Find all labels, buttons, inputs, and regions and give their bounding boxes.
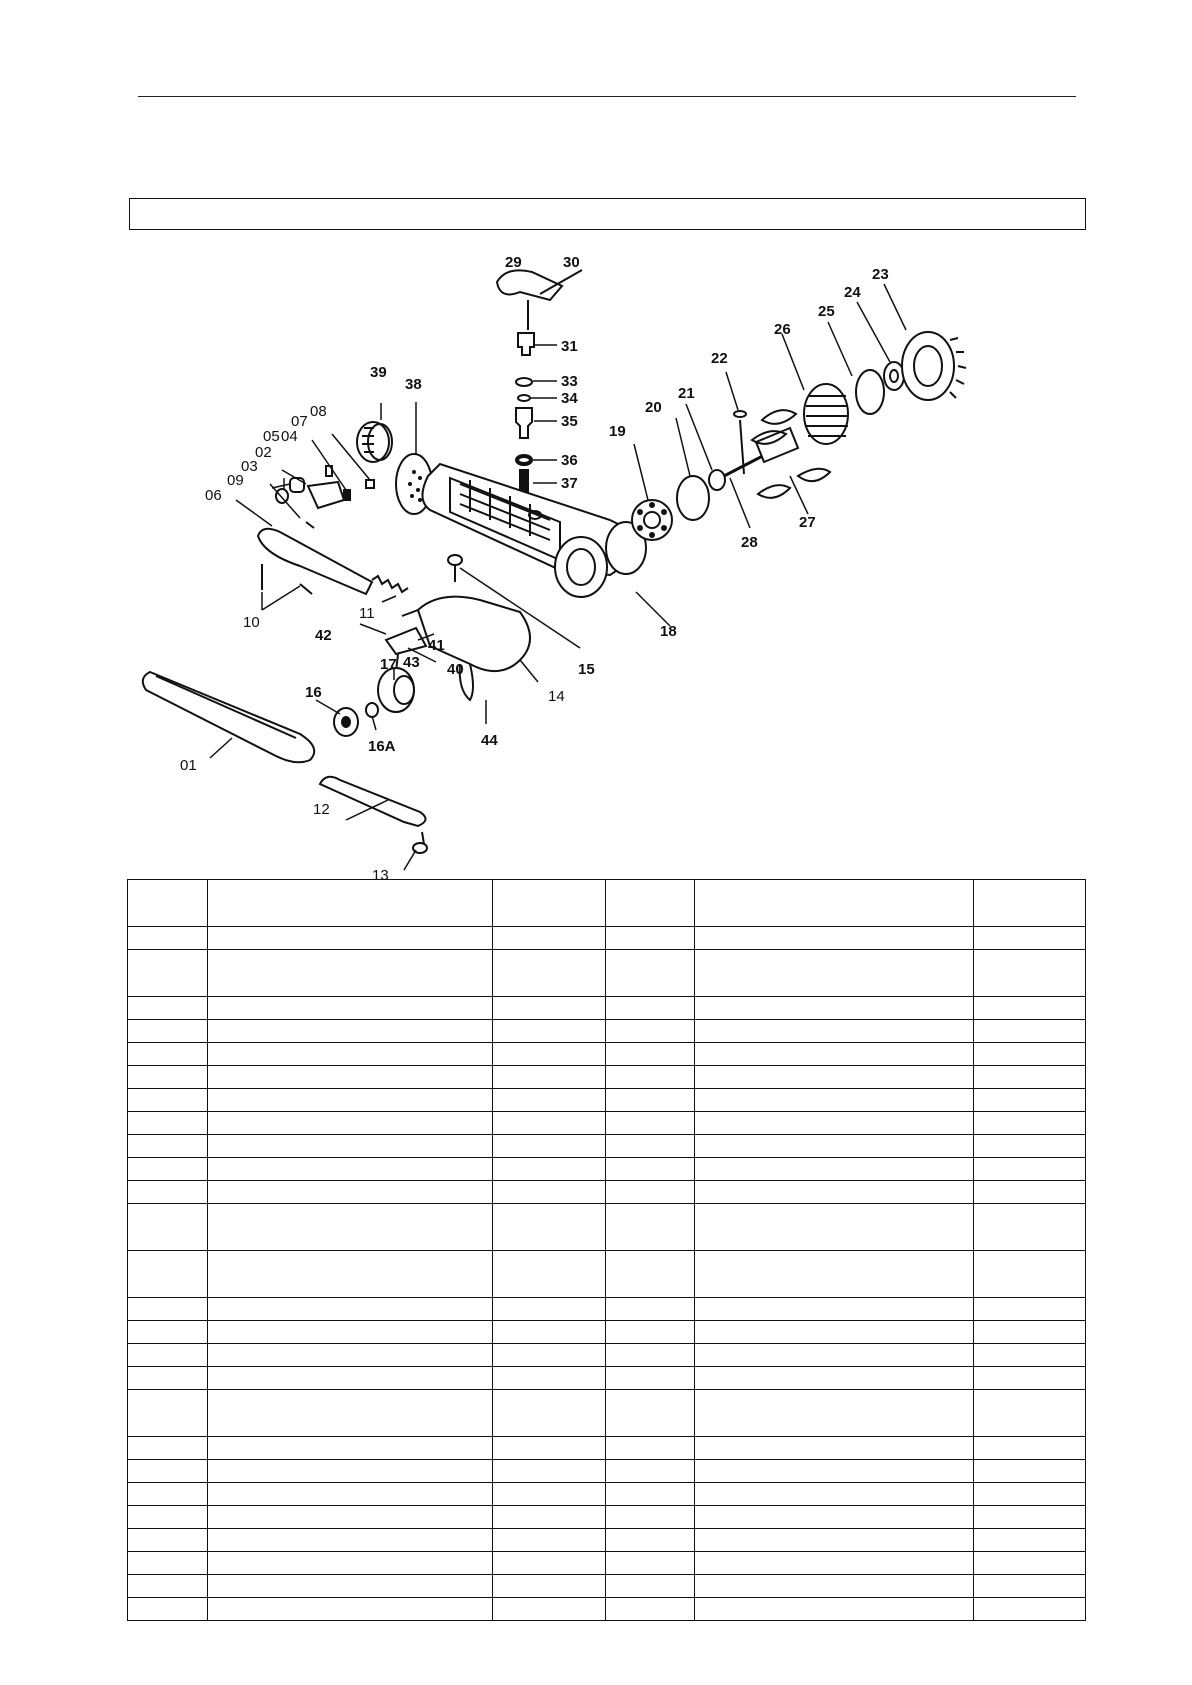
table-cell: [493, 1321, 606, 1344]
callout-34: 34: [561, 390, 578, 407]
table-cell: [208, 1204, 493, 1251]
table-cell: [695, 1066, 974, 1089]
table-header-row: [128, 880, 1086, 927]
callout-03: 03: [241, 458, 258, 475]
table-row: [128, 1043, 1086, 1066]
callout-16A: 16A: [368, 738, 396, 755]
part-rotor: [724, 420, 798, 476]
table-cell: [493, 1112, 606, 1135]
table-row: [128, 1251, 1086, 1298]
table-cell: [493, 1344, 606, 1367]
table-cell: [128, 1483, 208, 1506]
table-cell: [974, 1158, 1086, 1181]
table-cell: [128, 1575, 208, 1598]
table-cell: [695, 1390, 974, 1437]
table-row: [128, 1066, 1086, 1089]
table-row: [128, 1437, 1086, 1460]
table-cell: [493, 1251, 606, 1298]
part-25: [856, 370, 884, 414]
callout-28: 28: [741, 534, 758, 551]
callout-14: 14: [548, 688, 565, 705]
table-cell: [974, 1321, 1086, 1344]
table-cell: [695, 1437, 974, 1460]
table-cell: [493, 1598, 606, 1621]
table-cell: [208, 1437, 493, 1460]
table-cell: [128, 1344, 208, 1367]
callout-43: 43: [403, 654, 420, 671]
table-cell: [208, 1181, 493, 1204]
table-cell: [208, 1575, 493, 1598]
table-cell: [493, 950, 606, 997]
table-cell: [606, 1483, 695, 1506]
table-cell: [695, 1158, 974, 1181]
table-cell: [208, 1460, 493, 1483]
table-row: [128, 1135, 1086, 1158]
table-cell: [493, 1390, 606, 1437]
table-cell: [974, 1437, 1086, 1460]
callout-27: 27: [799, 514, 816, 531]
table-cell: [606, 1344, 695, 1367]
callout-30: 30: [563, 254, 580, 271]
table-row: [128, 1181, 1086, 1204]
callout-26: 26: [774, 321, 791, 338]
table-cell: [208, 997, 493, 1020]
table-cell: [208, 1112, 493, 1135]
table-cell: [128, 950, 208, 997]
table-cell: [128, 1181, 208, 1204]
part-39: [357, 422, 392, 462]
callout-19: 19: [609, 423, 626, 440]
table-cell: [974, 1460, 1086, 1483]
table-cell: [606, 1089, 695, 1112]
table-cell: [208, 1043, 493, 1066]
table-cell: [606, 1321, 695, 1344]
table-row: [128, 1506, 1086, 1529]
table-cell: [695, 1575, 974, 1598]
table-cell: [974, 1112, 1086, 1135]
table-cell: [695, 1135, 974, 1158]
part-13: [413, 832, 427, 853]
table-cell: [493, 927, 606, 950]
table-cell: [128, 1204, 208, 1251]
table-cell: [208, 1089, 493, 1112]
table-row: [128, 1529, 1086, 1552]
table-cell: [974, 1529, 1086, 1552]
part-valve-stack: [516, 333, 534, 492]
table-cell: [208, 1529, 493, 1552]
callout-36: 36: [561, 452, 578, 469]
table-cell: [128, 1529, 208, 1552]
table-row: [128, 1367, 1086, 1390]
table-cell: [974, 1483, 1086, 1506]
table-cell: [606, 1575, 695, 1598]
part-16: [334, 703, 378, 736]
table-cell: [208, 1598, 493, 1621]
table-row: [128, 1460, 1086, 1483]
table-cell: [974, 1135, 1086, 1158]
table-row: [128, 1089, 1086, 1112]
table-cell: [208, 1066, 493, 1089]
table-cell: [128, 997, 208, 1020]
part-24: [884, 362, 904, 390]
table-cell: [974, 1066, 1086, 1089]
table-cell: [695, 997, 974, 1020]
part-lever: [497, 270, 582, 330]
callout-18: 18: [660, 623, 677, 640]
table-cell: [128, 1321, 208, 1344]
table-cell: [208, 1552, 493, 1575]
table-cell: [208, 927, 493, 950]
callout-10: 10: [243, 614, 260, 631]
table-cell: [128, 927, 208, 950]
table-cell: [606, 1181, 695, 1204]
callout-35: 35: [561, 413, 578, 430]
table-cell: [695, 1598, 974, 1621]
table-cell: [606, 1529, 695, 1552]
table-cell: [974, 1506, 1086, 1529]
table-row: [128, 1020, 1086, 1043]
callout-40: 40: [447, 661, 464, 678]
callout-16: 16: [305, 684, 322, 701]
table-cell: [208, 1321, 493, 1344]
table-cell: [974, 1181, 1086, 1204]
table-cell: [128, 1135, 208, 1158]
table-cell: [493, 1575, 606, 1598]
table-cell: [128, 1552, 208, 1575]
table-cell: [606, 1390, 695, 1437]
table-cell: [606, 880, 695, 927]
callout-41: 41: [428, 637, 445, 654]
table-cell: [493, 1135, 606, 1158]
part-23: [902, 332, 966, 400]
table-cell: [493, 1043, 606, 1066]
table-row: [128, 997, 1086, 1020]
table-cell: [974, 880, 1086, 927]
part-17: [378, 668, 414, 712]
callout-25: 25: [818, 303, 835, 320]
table-cell: [695, 1251, 974, 1298]
table-cell: [974, 1390, 1086, 1437]
callout-44: 44: [481, 732, 498, 749]
callout-15: 15: [578, 661, 595, 678]
table-cell: [493, 1066, 606, 1089]
table-cell: [695, 1043, 974, 1066]
table-cell: [695, 1181, 974, 1204]
table-row: [128, 1112, 1086, 1135]
table-cell: [493, 1089, 606, 1112]
table-cell: [606, 1135, 695, 1158]
table-cell: [606, 1598, 695, 1621]
table-row: [128, 1298, 1086, 1321]
table-cell: [695, 1112, 974, 1135]
table-cell: [974, 1251, 1086, 1298]
table-cell: [974, 1298, 1086, 1321]
table-cell: [128, 1506, 208, 1529]
table-cell: [695, 927, 974, 950]
table-row: [128, 1344, 1086, 1367]
table-cell: [128, 1598, 208, 1621]
table-cell: [128, 1298, 208, 1321]
table-cell: [493, 1204, 606, 1251]
table-cell: [974, 1020, 1086, 1043]
callout-09: 09: [227, 472, 244, 489]
table-row: [128, 1204, 1086, 1251]
table-cell: [208, 1020, 493, 1043]
table-cell: [606, 1043, 695, 1066]
table-cell: [695, 1460, 974, 1483]
callout-13: 13: [372, 867, 389, 884]
table-cell: [695, 1204, 974, 1251]
callout-01: 01: [180, 757, 197, 774]
table-cell: [208, 1506, 493, 1529]
table-cell: [974, 1552, 1086, 1575]
table-row: [128, 950, 1086, 997]
table-cell: [128, 880, 208, 927]
callout-08: 08: [310, 403, 327, 420]
table-cell: [974, 1043, 1086, 1066]
callout-37: 37: [561, 475, 578, 492]
table-cell: [208, 1367, 493, 1390]
table-cell: [606, 1251, 695, 1298]
callout-20: 20: [645, 399, 662, 416]
callout-42: 42: [315, 627, 332, 644]
table-cell: [128, 1158, 208, 1181]
table-row: [128, 1598, 1086, 1621]
callout-12: 12: [313, 801, 330, 818]
table-cell: [606, 1020, 695, 1043]
table-cell: [208, 1483, 493, 1506]
table-row: [128, 1390, 1086, 1437]
table-cell: [128, 1251, 208, 1298]
callout-31: 31: [561, 338, 578, 355]
callout-21: 21: [678, 385, 695, 402]
part-01-belt: [143, 672, 314, 762]
table-cell: [606, 1112, 695, 1135]
part-11: [372, 576, 408, 592]
table-cell: [128, 1043, 208, 1066]
table-cell: [606, 1506, 695, 1529]
table-cell: [208, 1135, 493, 1158]
table-cell: [606, 1298, 695, 1321]
part-06: [258, 529, 372, 594]
table-cell: [128, 1390, 208, 1437]
callout-05: 05: [263, 428, 280, 445]
callout-24: 24: [844, 284, 861, 301]
table-cell: [208, 950, 493, 997]
table-cell: [128, 1437, 208, 1460]
table-cell: [695, 1089, 974, 1112]
part-19: [632, 500, 672, 540]
table-cell: [695, 1506, 974, 1529]
table-cell: [974, 1367, 1086, 1390]
table-cell: [493, 1020, 606, 1043]
table-cell: [974, 1089, 1086, 1112]
parts-table: [127, 879, 1086, 1621]
table-cell: [493, 1483, 606, 1506]
callout-11: 11: [359, 605, 375, 622]
table-cell: [695, 1020, 974, 1043]
part-20: [677, 476, 709, 520]
table-cell: [974, 997, 1086, 1020]
table-cell: [208, 1390, 493, 1437]
callout-23: 23: [872, 266, 889, 283]
table-row: [128, 927, 1086, 950]
callout-17: 17: [380, 656, 397, 673]
table-cell: [493, 997, 606, 1020]
callout-02: 02: [255, 444, 272, 461]
part-26: [804, 384, 848, 444]
table-cell: [208, 880, 493, 927]
table-cell: [974, 1344, 1086, 1367]
table-cell: [493, 1506, 606, 1529]
table-cell: [695, 1483, 974, 1506]
table-cell: [208, 1298, 493, 1321]
table-cell: [695, 880, 974, 927]
callout-39: 39: [370, 364, 387, 381]
table-cell: [606, 1066, 695, 1089]
table-cell: [606, 927, 695, 950]
table-cell: [695, 1529, 974, 1552]
part-21: [709, 470, 725, 490]
table-cell: [695, 1298, 974, 1321]
table-cell: [208, 1251, 493, 1298]
part-12: [320, 777, 426, 826]
table-cell: [606, 1367, 695, 1390]
table-cell: [493, 1158, 606, 1181]
table-row: [128, 1575, 1086, 1598]
table-cell: [493, 1181, 606, 1204]
table-cell: [606, 1437, 695, 1460]
table-cell: [695, 1552, 974, 1575]
table-cell: [128, 1089, 208, 1112]
table-cell: [493, 1460, 606, 1483]
table-cell: [128, 1112, 208, 1135]
table-cell: [695, 1367, 974, 1390]
table-row: [128, 1321, 1086, 1344]
table-cell: [493, 1529, 606, 1552]
callout-04: 04: [281, 428, 298, 445]
table-cell: [493, 1552, 606, 1575]
table-cell: [606, 1552, 695, 1575]
table-row: [128, 1158, 1086, 1181]
callout-07: 07: [291, 413, 308, 430]
table-cell: [128, 1066, 208, 1089]
table-cell: [493, 1437, 606, 1460]
callout-22: 22: [711, 350, 728, 367]
callout-33: 33: [561, 373, 578, 390]
table-cell: [493, 880, 606, 927]
table-cell: [974, 950, 1086, 997]
table-cell: [695, 1321, 974, 1344]
table-cell: [695, 1344, 974, 1367]
table-cell: [974, 927, 1086, 950]
callout-06: 06: [205, 487, 222, 504]
table-cell: [128, 1460, 208, 1483]
table-cell: [606, 1460, 695, 1483]
table-cell: [974, 1204, 1086, 1251]
table-cell: [208, 1158, 493, 1181]
table-row: [128, 1552, 1086, 1575]
table-row: [128, 1483, 1086, 1506]
table-cell: [128, 1020, 208, 1043]
table-cell: [606, 997, 695, 1020]
table-cell: [493, 1298, 606, 1321]
callout-38: 38: [405, 376, 422, 393]
table-cell: [695, 950, 974, 997]
table-cell: [493, 1367, 606, 1390]
table-cell: [974, 1575, 1086, 1598]
table-cell: [606, 1204, 695, 1251]
table-cell: [128, 1367, 208, 1390]
callout-29: 29: [505, 254, 522, 271]
table-cell: [606, 950, 695, 997]
table-cell: [974, 1598, 1086, 1621]
table-cell: [606, 1158, 695, 1181]
table-cell: [208, 1344, 493, 1367]
